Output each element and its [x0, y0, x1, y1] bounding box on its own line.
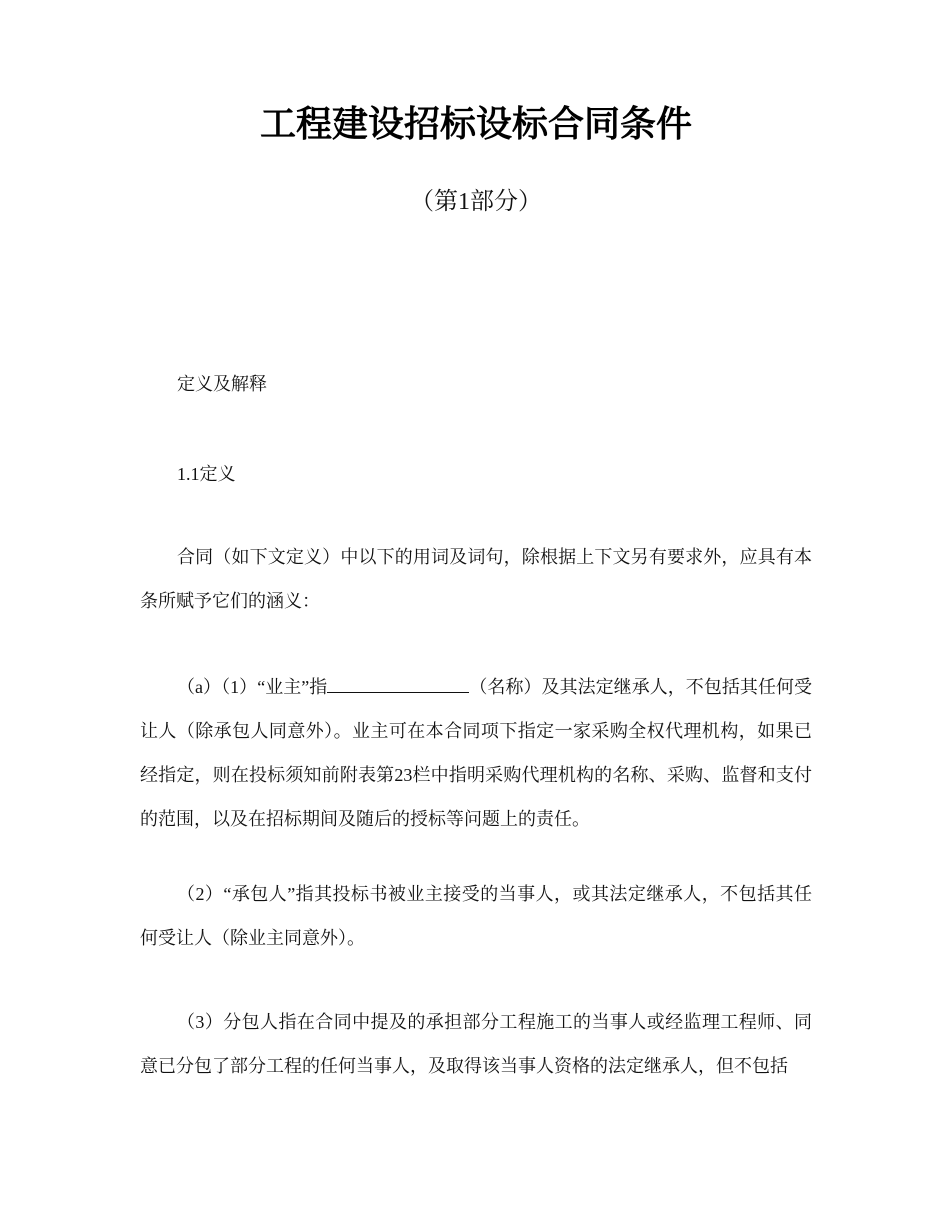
document-content [0, 100, 950, 1088]
paragraph-definition-2-contractor: （2）“承包人”指其投标书被业主接受的当事人，或其法定继承人，不包括其任何受让人（除业主同意外）。 [140, 884, 812, 948]
paragraph-definition-a1-owner [140, 665, 812, 841]
fill-in-blank-owner-name [327, 675, 469, 693]
subsection-heading-1-1-definitions: 1.1定义 [177, 464, 236, 484]
paragraph-intro: 合同（如下文定义）中以下的用词及词句，除根据上下文另有要求外，应具有本条所赋予它们的涵义： [140, 547, 812, 611]
definition-a1-prefix-text: （a）（1）“业主”指 [177, 677, 328, 697]
definition-a1-suffix-text: （名称）及其法定继承人，不包括其任何受让人（除承包人同意外）。业主可在本合同项下指定一家采购全权代理机构，如果已经指定，则在投标须知前附表第23栏中指明采购代理机构的名称、采购、监督和支付的范围，以及在招标期间及随后的授标等问题上的责任。 [140, 677, 813, 829]
section-heading-definitions: 定义及解释 [177, 374, 267, 394]
document-subtitle: （第1部分） [410, 189, 542, 215]
paragraph-definition-3-subcontractor: （3）分包人指在合同中提及的承担部分工程施工的当事人或经监理工程师、同意已分包了部分工程的任何当事人，及取得该当事人资格的法定继承人，但不包括 [140, 1012, 812, 1076]
document-title: 工程建设招标设标合同条件 [259, 103, 692, 144]
